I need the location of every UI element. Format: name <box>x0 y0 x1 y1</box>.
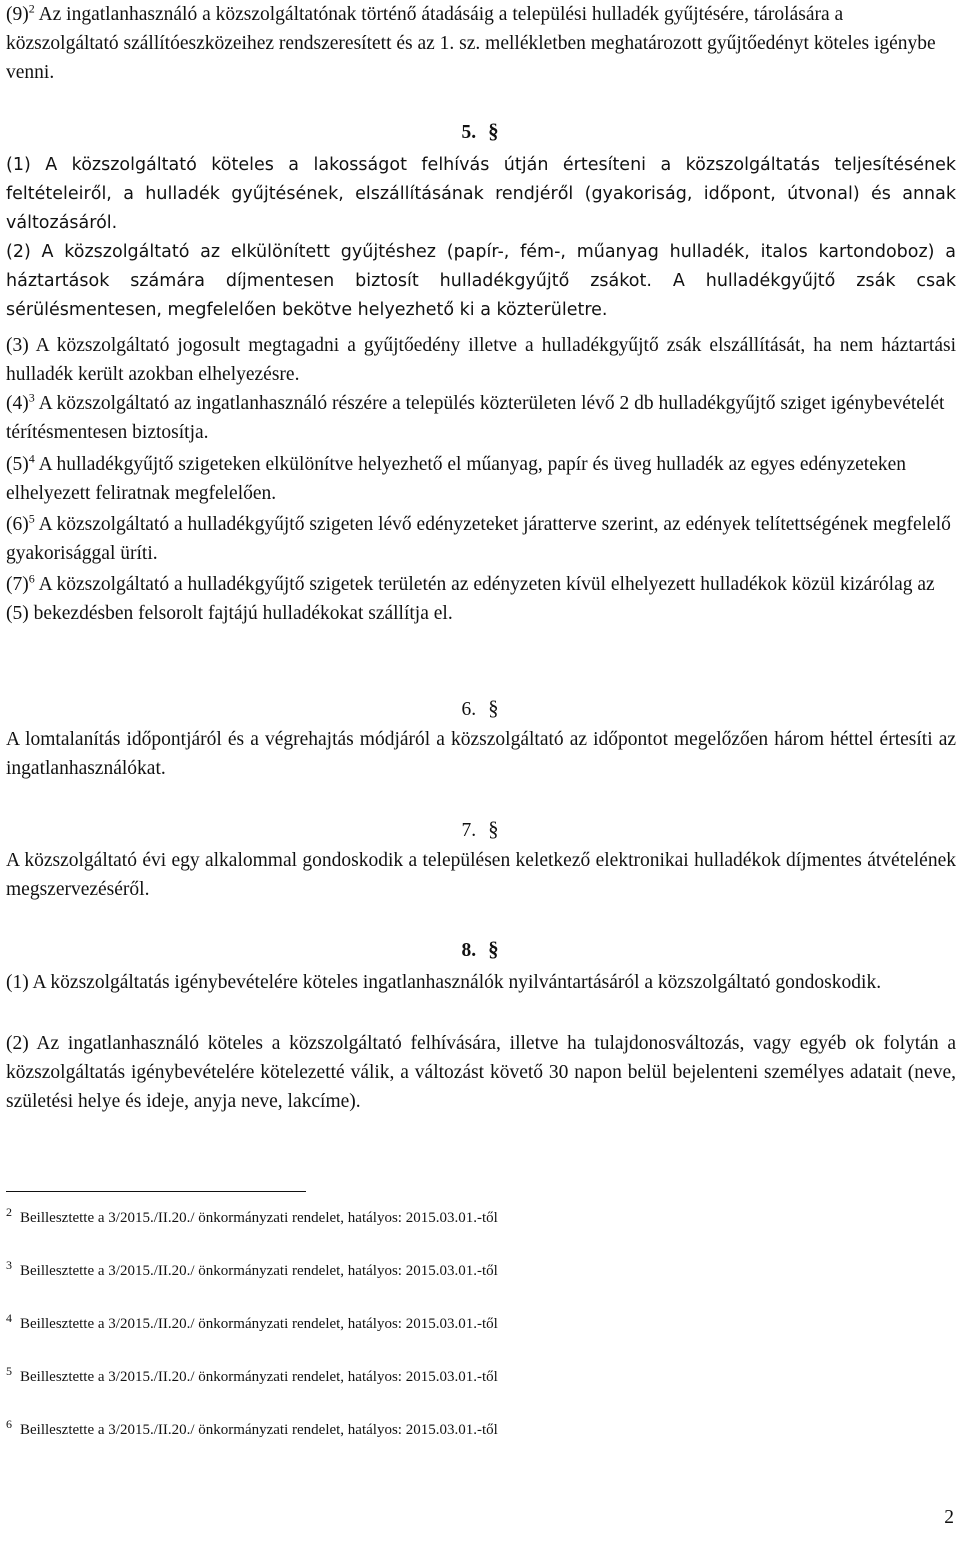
footnote <box>6 1205 906 1228</box>
paragraph-text: A közszolgáltató az ingatlanhasználó részére a település közterületen lévő 2 db hulladékgyűjtő sziget igénybevételét térítésmentesen biztosítja. <box>6 393 945 443</box>
footnote-ref[interactable]: 5 <box>28 511 35 526</box>
section-5-paragraph-3: (3) A közszolgáltató jogosult megtagadni a gyűjtőedény illetve a hulladékgyűjtő zsák elszállítását, ha nem háztartási hulladék került azokban elhelyezésre. <box>6 335 956 385</box>
footnote-separator <box>6 1191 306 1192</box>
footnote-text: Beillesztette a 3/2015./II.20./ önkormányzati rendelet, hatályos: 2015.03.01.-től <box>20 1316 498 1332</box>
footnote-text: Beillesztette a 3/2015./II.20./ önkormányzati rendelet, hatályos: 2015.03.01.-től <box>20 1422 498 1438</box>
footnote-number: 4 <box>6 1311 12 1325</box>
footnote-number: 5 <box>6 1364 12 1378</box>
footnote-number: 6 <box>6 1417 12 1431</box>
section-5-paragraph-2: (2) A közszolgáltató az elkülönített gyűjtéshez (papír-, fém-, műanyag hulladék, italos kartondoboz) a háztartások számára díjmentesen biztosít hulladékgyűjtő zsákot. A hulladékgyűjtő zsák csak sérülésmentesen, megfelelően bekötve helyezhető ki a közterületre. <box>6 242 956 320</box>
section-8-paragraph-1: (1) A közszolgáltatás igénybevételére köteles ingatlanhasználók nyilvántartásáról a közszolgáltató gondoskodik. <box>6 972 882 993</box>
footnote <box>6 1258 906 1281</box>
footnote-text: Beillesztette a 3/2015./II.20./ önkormányzati rendelet, hatályos: 2015.03.01.-től <box>20 1263 498 1279</box>
paragraph-text: A közszolgáltató a hulladékgyűjtő szigetek területén az edényzeten kívül elhelyezett hulladékok közül kizárólag az (5) bekezdésben felsorolt fajtájú hulladékokat szállítja el. <box>6 574 935 624</box>
footnote-text: Beillesztette a 3/2015./II.20./ önkormányzati rendelet, hatályos: 2015.03.01.-től <box>20 1369 498 1385</box>
section-5-paragraph-4 <box>6 389 956 447</box>
section-8-paragraph-2: (2) Az ingatlanhasználó köteles a közszolgáltató felhívására, illetve ha tulajdonosváltozás, vagy egyéb ok folytán a közszolgáltatás igénybevételére kötelezetté válik, a változást követő 30 napon belül bejelenteni személyes adatait (neve, születési helye és ideje, anyja neve, lakcíme). <box>6 1033 956 1112</box>
paragraph-number: (7) <box>6 574 29 595</box>
footnote-text: Beillesztette a 3/2015./II.20./ önkormányzati rendelet, hatályos: 2015.03.01.-től <box>20 1210 498 1226</box>
section-number: 8. <box>461 940 477 961</box>
footnote-number: 2 <box>6 1205 12 1219</box>
paragraph-number: (6) <box>6 514 29 535</box>
footnote-number: 3 <box>6 1258 12 1272</box>
section-symbol: § <box>488 696 499 720</box>
paragraph-9 <box>6 0 956 87</box>
paragraph-number: (4) <box>6 393 29 414</box>
section-7-paragraph: A közszolgáltató évi egy alkalommal gondoskodik a településen keletkező elektronikai hulladékok díjmentes átvételének megszervezéséről. <box>6 850 956 900</box>
section-7-heading <box>0 815 960 845</box>
section-symbol: § <box>488 817 499 841</box>
paragraph-text: A hulladékgyűjtő szigeteken elkülönítve helyezhető el műanyag, papír és üveg hulladék az egyes edényzeteken elhelyezett feliratnak megfelelően. <box>6 454 906 504</box>
section-symbol: § <box>488 937 499 961</box>
footnote <box>6 1417 906 1440</box>
paragraph-number: (9) <box>6 4 29 25</box>
section-5-heading <box>0 117 960 147</box>
paragraph-text: Az ingatlanhasználó a közszolgáltatónak történő átadásáig a települési hulladék gyűjtésére, tárolására a közszolgáltató szállítóeszközeihez rendszeresített és az 1. sz. mellékletben meghatározott gyűjtőedényt köteles igénybe venni. <box>6 4 936 83</box>
section-symbol: § <box>488 119 499 143</box>
footnote <box>6 1311 906 1334</box>
section-number: 6. <box>461 699 477 720</box>
section-6-heading <box>0 694 960 724</box>
footnote-ref[interactable]: 2 <box>28 1 35 16</box>
section-5-paragraph-5 <box>6 450 956 508</box>
footnote-ref[interactable]: 4 <box>28 451 35 466</box>
section-number: 7. <box>461 820 477 841</box>
paragraph-number: (5) <box>6 454 29 475</box>
section-6-paragraph: A lomtalanítás időpontjáról és a végrehajtás módjáról a közszolgáltató az időpontot megelőzően három héttel értesíti az ingatlanhasználókat. <box>6 729 956 779</box>
paragraph-text: A közszolgáltató a hulladékgyűjtő szigeten lévő edényzeteket járatterve szerint, az edények telítettségének megfelelő gyakorisággal üríti. <box>6 514 951 564</box>
section-5-paragraph-1: (1) A közszolgáltató köteles a lakosságot felhívás útján értesíteni a közszolgáltatás teljesítésének feltételeiről, a hulladék gyűjtésének, elszállításának rendjéről (gyakoriság, időpont, útvonal) és annak változásáról. <box>6 155 956 233</box>
section-8-heading <box>0 935 960 965</box>
footnote-ref[interactable]: 6 <box>28 571 35 586</box>
section-5-paragraph-7 <box>6 570 956 628</box>
section-5-paragraph-6 <box>6 510 956 568</box>
section-number: 5. <box>461 122 477 143</box>
footnote <box>6 1364 906 1387</box>
page-number: 2 <box>944 1507 954 1528</box>
footnote-ref[interactable]: 3 <box>28 390 35 405</box>
